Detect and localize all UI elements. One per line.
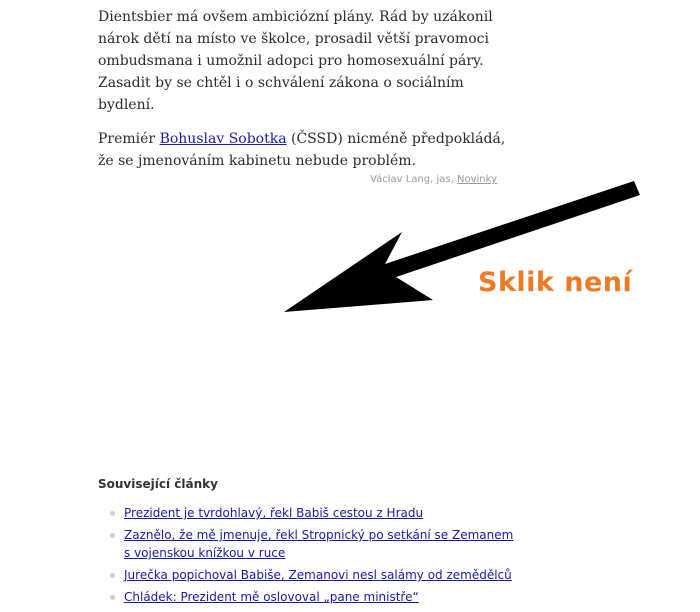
- bullet-icon: [110, 573, 115, 578]
- bullet-icon: [110, 533, 115, 538]
- related-article-link[interactable]: Jurečka popichoval Babiše, Zemanovi nesl salámy od zemědělců: [124, 568, 512, 582]
- list-item: [98, 526, 518, 562]
- bullet-icon: [110, 511, 115, 516]
- bohuslav-sobotka-link[interactable]: Bohuslav Sobotka: [159, 131, 287, 147]
- list-item: [98, 504, 518, 522]
- related-articles: [98, 477, 518, 610]
- related-article-link[interactable]: Chládek: Prezident mě oslovoval „pane ministře“: [124, 590, 419, 604]
- credit-authors: Václav Lang, jas,: [370, 174, 457, 185]
- paragraph-text-before: Premiér: [98, 131, 160, 147]
- sklik-callout-label: Sklik není: [478, 267, 633, 298]
- related-articles-list: [98, 504, 518, 606]
- list-item: [98, 566, 518, 584]
- related-article-link[interactable]: Zaznělo, že mě jmenuje, řekl Stropnický po setkání se Zemanem s vojenskou knížkou v ruce: [124, 528, 514, 560]
- paragraph-text-after: (ČSSD) nicméně předpokládá, že se jmenováním kabinetu nebude problém.: [98, 131, 506, 169]
- related-article-link[interactable]: Prezident je tvrdohlavý, řekl Babiš cestou z Hradu: [124, 506, 424, 520]
- article-paragraph-1: Dientsbier má ovšem ambiciózní plány. Rád by uzákonil nárok dětí na místo ve školce, prosadil větší pravomoci ombudsmana i umožnil adopci pro homosexuální páry. Zasadit by se chtěl i o schválení zákona o sociálním bydlení.: [98, 9, 493, 113]
- bullet-icon: [110, 595, 115, 600]
- list-item: [98, 588, 518, 606]
- novinky-source-link[interactable]: Novinky: [457, 174, 497, 185]
- related-articles-heading: Související články: [98, 477, 218, 491]
